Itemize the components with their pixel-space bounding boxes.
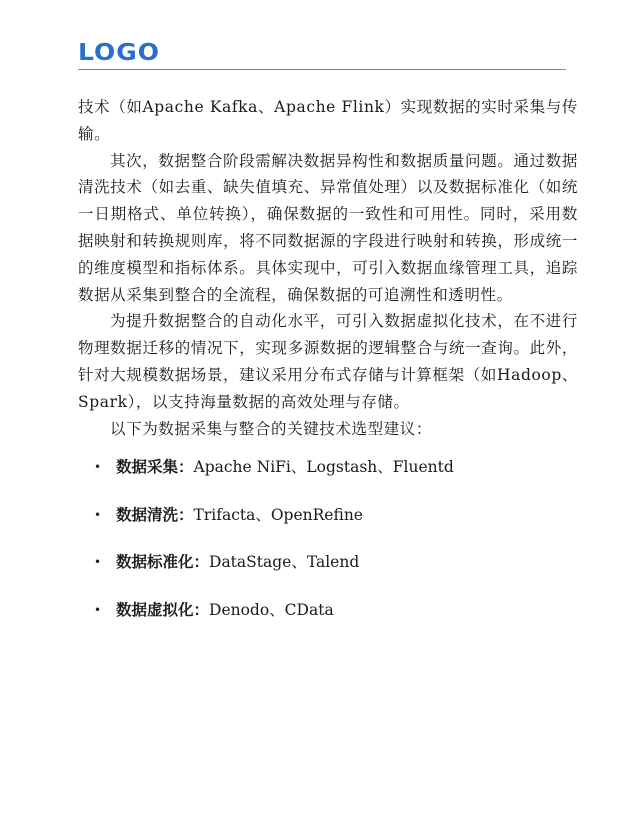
logo: LOGO <box>78 39 161 66</box>
page-header <box>78 40 566 70</box>
document-body <box>78 94 578 644</box>
bullet-icon: • <box>94 507 102 522</box>
list-item <box>78 502 578 528</box>
list-item <box>78 597 578 623</box>
item-value: Trifacta、OpenRefine <box>193 505 363 524</box>
item-label: 数据采集： <box>116 457 194 477</box>
paragraph: 其次，数据整合阶段需解决数据异构性和数据质量问题。通过数据清洗技术（如去重、缺失值填充、异常值处理）以及数据标准化（如统一日期格式、单位转换），确保数据的一致性和可用性。同时，采用数据映射和转换规则库，将不同数据源的字段进行映射和转换，形成统一的维度模型和指标体系。具体实现中，可引入数据血缘管理工具，追踪数据从采集到整合的全流程，确保数据的可追溯性和透明性。 <box>78 151 578 304</box>
paragraph: 为提升数据整合的自动化水平，可引入数据虚拟化技术，在不进行物理数据迁移的情况下，实现多源数据的逻辑整合与统一查询。此外，针对大规模数据场景，建议采用分布式存储与计算框架（如Hadoop、Spark），以支持海量数据的高效处理与存储。 <box>78 312 578 411</box>
header-divider <box>78 69 566 70</box>
list-item <box>78 549 578 575</box>
item-value: DataStage、Talend <box>209 553 360 572</box>
tech-selection-list <box>78 454 578 623</box>
bullet-icon: • <box>94 460 102 475</box>
paragraph: 以下为数据采集与整合的关键技术选型建议： <box>110 419 433 438</box>
bullet-icon: • <box>94 602 102 617</box>
paragraph: 技术（如Apache Kafka、Apache Flink）实现数据的实时采集与传输。 <box>78 98 578 143</box>
item-value: Apache NiFi、Logstash、Fluentd <box>193 458 454 477</box>
item-label: 数据虚拟化： <box>116 599 210 619</box>
bullet-icon: • <box>94 555 102 570</box>
item-value: Denodo、CData <box>209 600 334 619</box>
list-item <box>78 454 578 480</box>
item-label: 数据标准化： <box>116 552 210 572</box>
item-label: 数据清洗： <box>116 504 194 524</box>
